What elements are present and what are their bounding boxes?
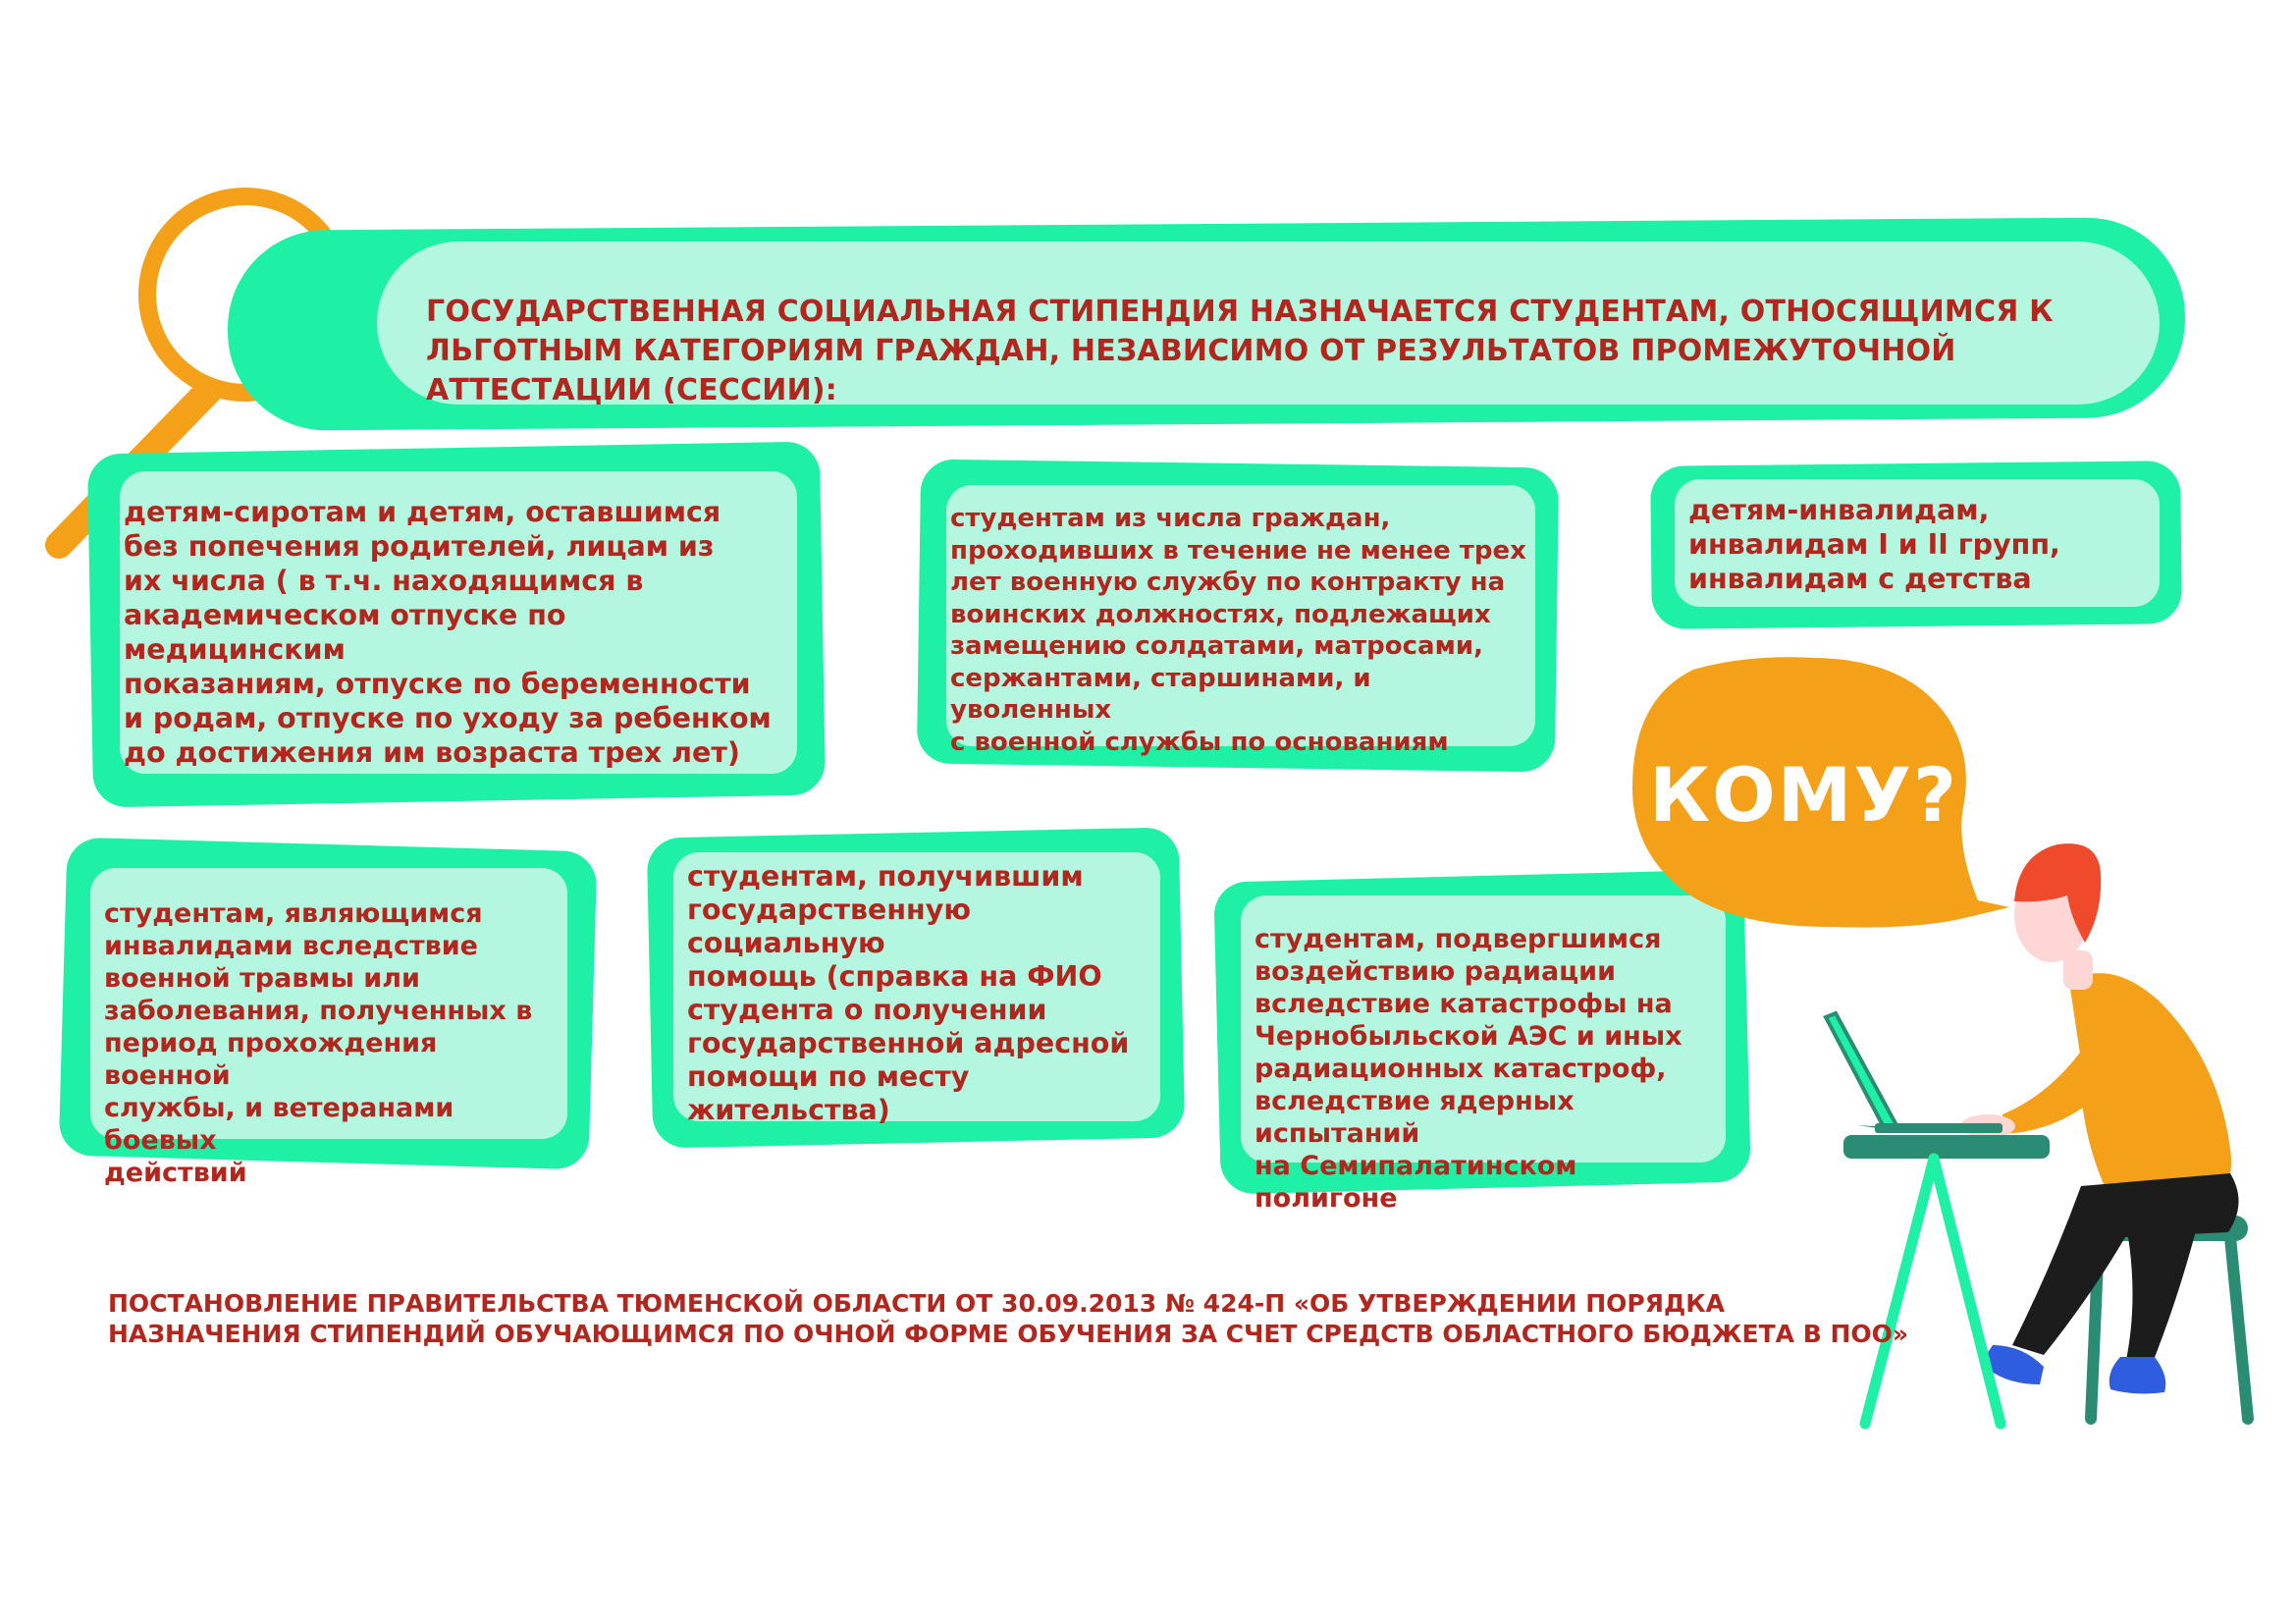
category-text-orphans: детям-сиротам и детям, оставшимся без попечения родителей, лицам из их числа ( в т.ч. находящимся в академическом отпуске по медицинским показаниям, отпуске по беременности и родам, отпуске по уходу за ребенком до достижения им возраста трех лет) — [124, 496, 772, 769]
category-text-social-aid: студентам, получившим государственную социальную помощь (справка на ФИО студента о получении государственной адресной помощи по месту жительства) — [687, 860, 1130, 1126]
footnote-line1: ПОСТАНОВЛЕНИЕ ПРАВИТЕЛЬСТВА ТЮМЕНСКОЙ ОБЛАСТИ ОТ 30.09.2013 № 424-П «ОБ УТВЕРЖДЕНИИ ПОРЯДКА — [108, 1289, 1726, 1318]
category-box-military-contract — [946, 485, 1535, 757]
header-panel — [377, 242, 2160, 405]
category-box-social-aid — [673, 852, 1160, 1126]
category-text-military-contract: студентам из числа граждан, проходивших в течение не менее трех лет военную службу по контракту на воинских должностях, подлежащих замещению солдатами, матросами, сержантами, старшинами, и уволенных с военной службы по основаниям — [950, 504, 1526, 757]
regulation-footnote — [108, 1288, 1909, 1349]
header-title-line2: ЛЬГОТНЫМ КАТЕГОРИЯМ ГРАЖДАН, НЕЗАВИСИМО ОТ РЕЗУЛЬТАТОВ ПРОМЕЖУТОЧНОЙ АТТЕСТАЦИИ (СЕССИИ): — [426, 334, 1956, 407]
bubble-title: КОМУ? — [1649, 751, 1959, 839]
category-box-radiation — [1241, 895, 1726, 1214]
category-text-disabled: детям-инвалидам, инвалидам I и II групп, инвалидам с детства — [1688, 494, 2060, 595]
category-box-disabled — [1675, 479, 2160, 607]
category-text-radiation: студентам, подвергшимся воздействию радиации вследствие катастрофы на Чернобыльской АЭС и иных радиационных катастроф, вследствие ядерных испытаний на Семипалатинском полигоне — [1255, 924, 1682, 1214]
category-box-war-veterans — [90, 868, 567, 1188]
student-with-laptop-illustration — [1787, 835, 2287, 1463]
category-text-war-veterans: студентам, являющимся инвалидами вследствие военной травмы или заболевания, полученных в период прохождения военной службы, и ветеранами боевых действий — [104, 898, 533, 1188]
category-box-orphans — [120, 471, 797, 774]
footnote-line2: НАЗНАЧЕНИЯ СТИПЕНДИЙ ОБУЧАЮЩИМСЯ ПО ОЧНОЙ ФОРМЕ ОБУЧЕНИЯ ЗА СЧЕТ СРЕДСТВ ОБЛАСТНОГО БЮДЖЕТА В ПОО» — [108, 1320, 1909, 1348]
header-title-line1: ГОСУДАРСТВЕННАЯ СОЦИАЛЬНАЯ СТИПЕНДИЯ НАЗНАЧАЕТСЯ СТУДЕНТАМ, ОТНОСЯЩИМСЯ К — [426, 295, 2054, 329]
